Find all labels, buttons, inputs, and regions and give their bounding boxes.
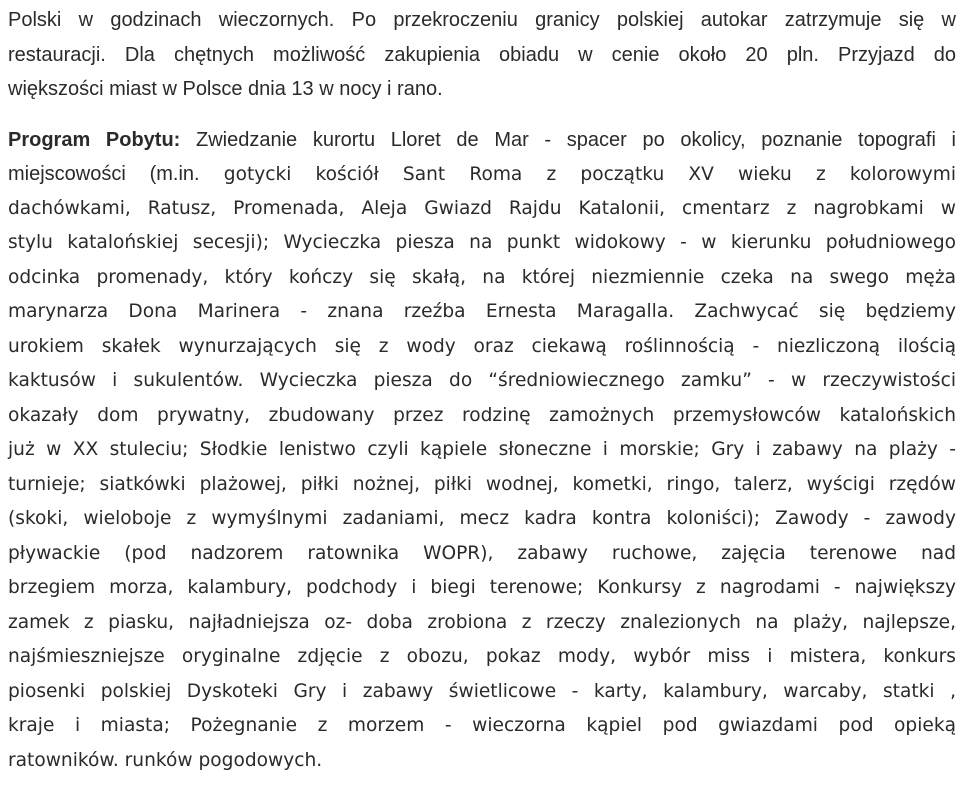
program-label: Program Pobytu: bbox=[8, 128, 181, 151]
program-line: marynarza Dona Marinera - znana rzeźba Ernesta Maragalla. Zachwycać się będziemy bbox=[8, 301, 956, 322]
program-line-2-text: gotycki kościół Sant Roma z początku XV wieku z kolorowymi bbox=[199, 164, 956, 185]
program-line-2-sans: miejscowości (m.in. bbox=[8, 163, 200, 185]
program-line: już w XX stuleciu; Słodkie lenistwo czyli kąpiele słoneczne i morskie; Gry i zabawy na plaży - bbox=[8, 439, 956, 460]
program-line: kaktusów i sukulentów. Wycieczka piesza do “średniowiecznego zamku” - w rzeczywistości bbox=[8, 370, 956, 391]
program-line-last: ratowników. runków pogodowych. bbox=[8, 749, 323, 771]
program-line: brzegiem morza, kalambury, podchody i biegi terenowe; Konkursy z nagrodami - największy bbox=[8, 577, 956, 598]
program-line: zamek z piasku, najładniejsza oz- doba zrobiona z rzeczy znalezionych na plaży, najlepsze, bbox=[8, 611, 956, 633]
intro-line-2: restauracji. Dla chętnych możliwość zakupienia obiadu w cenie około 20 pln. Przyjazd do bbox=[8, 43, 956, 66]
program-line: piosenki polskiej Dyskoteki Gry i zabawy świetlicowe - karty, kalambury, warcaby, statki , bbox=[8, 680, 956, 702]
program-line-1-text: Zwiedzanie kurortu Lloret de Mar - spacer po okolicy, poznanie topografi i bbox=[180, 128, 956, 151]
intro-line-3: większości miast w Polsce dnia 13 w nocy i rano. bbox=[8, 78, 443, 100]
program-line-2 bbox=[8, 157, 956, 192]
program-line: kraje i miasta; Pożegnanie z morzem - wieczorna kąpiel pod gwiazdami pod opieką bbox=[8, 715, 956, 736]
program-line: pływackie (pod nadzorem ratownika WOPR), zabawy ruchowe, zajęcia terenowe nad bbox=[8, 542, 956, 564]
program-line: turnieje; siatkówki plażowej, piłki nożnej, piłki wodnej, kometki, ringo, talerz, wyścigi rzędów bbox=[8, 473, 956, 495]
program-line: okazały dom prywatny, zbudowany przez rodzinę zamożnych przemysłowców katalońskich bbox=[8, 404, 956, 426]
document-page bbox=[8, 0, 956, 778]
intro-line-1: Polski w godzinach wieczornych. Po przekroczeniu granicy polskiej autokar zatrzymuje się w bbox=[8, 9, 956, 31]
program-line: najśmieszniejsze oryginalne zdjęcie z obozu, pokaz mody, wybór miss i mistera, konkurs bbox=[8, 646, 956, 667]
program-line: odcinka promenady, który kończy się skałą, na której niezmiennie czeka na swego męża bbox=[8, 266, 956, 288]
paragraph-gap bbox=[8, 107, 956, 123]
program-line: stylu katalońskiej secesji); Wycieczka piesza na punkt widokowy - w kierunku południowego bbox=[8, 232, 956, 253]
program-line: urokiem skałek wynurzających się z wody oraz ciekawą roślinnością - niezliczoną ilością bbox=[8, 335, 956, 357]
program-line: dachówkami, Ratusz, Promenada, Aleja Gwiazd Rajdu Katalonii, cmentarz z nagrobkami w bbox=[8, 197, 956, 219]
program-line-1 bbox=[8, 123, 956, 158]
program-line: (skoki, wieloboje z wymyślnymi zadaniami, mecz kadra kontra koloniści); Zawody - zawody bbox=[8, 508, 956, 529]
